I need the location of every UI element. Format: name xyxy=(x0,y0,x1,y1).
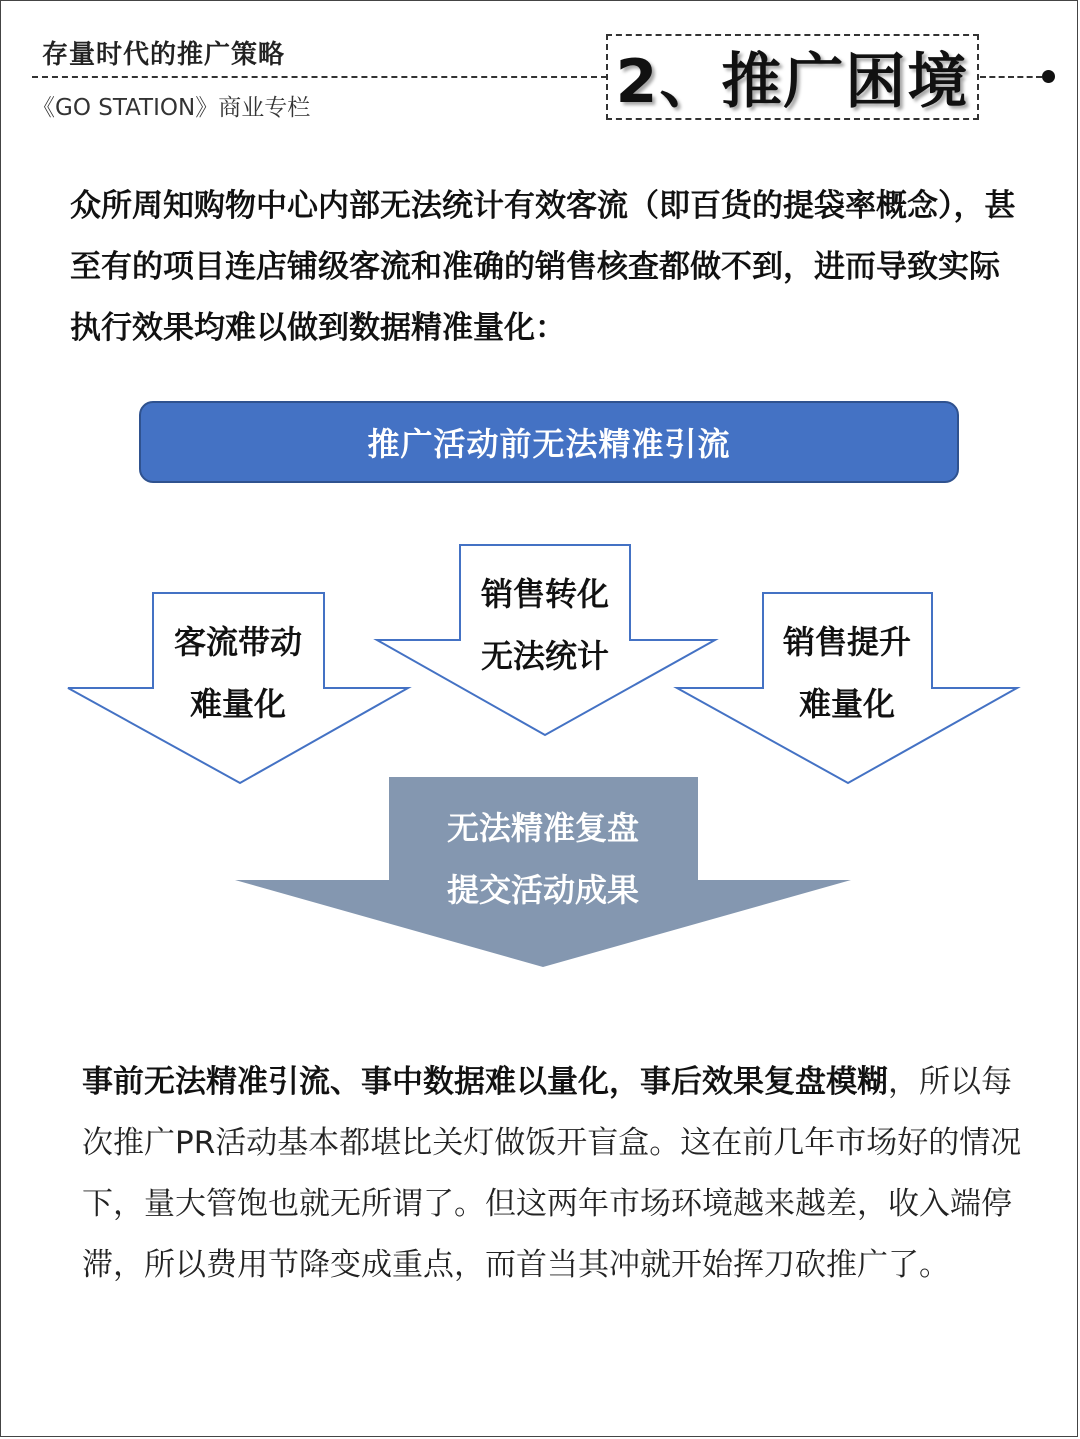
summary-paragraph xyxy=(82,1052,1042,1296)
arrow-label-left xyxy=(108,611,368,735)
summary-bold-text: 事前无法精准引流、事中数据难以量化，事后效果复盘模糊 xyxy=(82,1064,888,1100)
header-divider-right xyxy=(980,76,1042,78)
diagram-banner: 推广活动前无法精准引流 xyxy=(139,401,959,483)
arrow-right-line2: 难量化 xyxy=(798,685,895,723)
summary-rest-text: ，所以每次推广PR活动基本都堪比关灯做饭开盲盒。这在前几年市场好的情况下，量大管饱也就无所谓了。但这两年市场环境越来越差，收入端停滞，所以费用节降变成重点，而首当其冲就开始挥刀砍推广了。 xyxy=(82,1064,1022,1283)
arrow-left-line1: 客流带动 xyxy=(173,623,302,661)
result-line2: 提交活动成果 xyxy=(446,871,639,909)
arrow-left-line2: 难量化 xyxy=(189,685,286,723)
result-line1: 无法精准复盘 xyxy=(446,809,639,847)
header-divider xyxy=(32,76,607,78)
arrow-label-center xyxy=(415,563,675,687)
arrow-center-line1: 销售转化 xyxy=(480,575,609,613)
arrow-right-line1: 销售提升 xyxy=(782,623,911,661)
arrow-center-line2: 无法统计 xyxy=(480,637,609,675)
intro-paragraph: 众所周知购物中心内部无法统计有效客流（即百货的提袋率概念），甚至有的项目连店铺级客流和准确的销售核查都做不到，进而导致实际执行效果均难以做到数据精准量化： xyxy=(70,188,1016,346)
result-label xyxy=(393,797,693,921)
header-dot xyxy=(1042,70,1055,83)
column-source: 《GO STATION》商业专栏 xyxy=(32,95,311,121)
arrow-label-right xyxy=(717,611,977,735)
section-title: 2、推广困境 xyxy=(606,34,979,120)
column-title: 存量时代的推广策略 xyxy=(42,40,286,70)
